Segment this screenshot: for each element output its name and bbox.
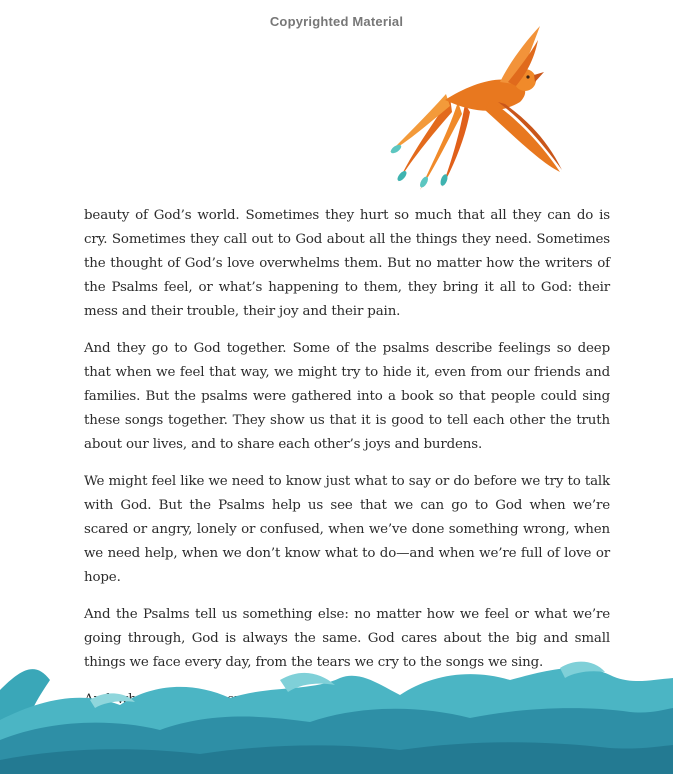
paragraph-3: We might feel like we need to know just what to say or do before we try to talk with God. But the Psalms help us see that we can go to God when we’re scared or angry, lonely or confused, when we’ve done something wrong, when we need help, when we don’t know what to do—and when we’re full of love or hope. bbox=[84, 474, 610, 585]
waves-illustration bbox=[0, 650, 673, 774]
paragraph-4: And the Psalms tell us something else: no matter how we feel or what we’re going through, God is always the same. God cares about the big and small things we face every day, from the tears we cry to the songs we sing. bbox=[84, 607, 610, 670]
paragraph-2: And they go to God together. Some of the psalms describe feelings so deep that when we feel that way, we might try to hide it, even from our friends and families. But the psalms were gathered into a book so that people could sing these songs together. They show us that it is good to tell each other the truth about our lives, and to share each other’s joys and burdens. bbox=[84, 341, 610, 452]
copyright-header: Copyrighted Material bbox=[269, 14, 404, 29]
paragraph-1: beauty of God’s world. Sometimes they hurt so much that all they can do is cry. Sometimes they call out to God about all the things they need. Sometimes the thought of God’s love overwhelms them. But no matter how the writers of the Psalms feel, or what’s happening to them, they bring it all to God: their mess and their trouble, their joy and their pain. bbox=[84, 208, 610, 319]
bird-illustration bbox=[380, 22, 580, 197]
